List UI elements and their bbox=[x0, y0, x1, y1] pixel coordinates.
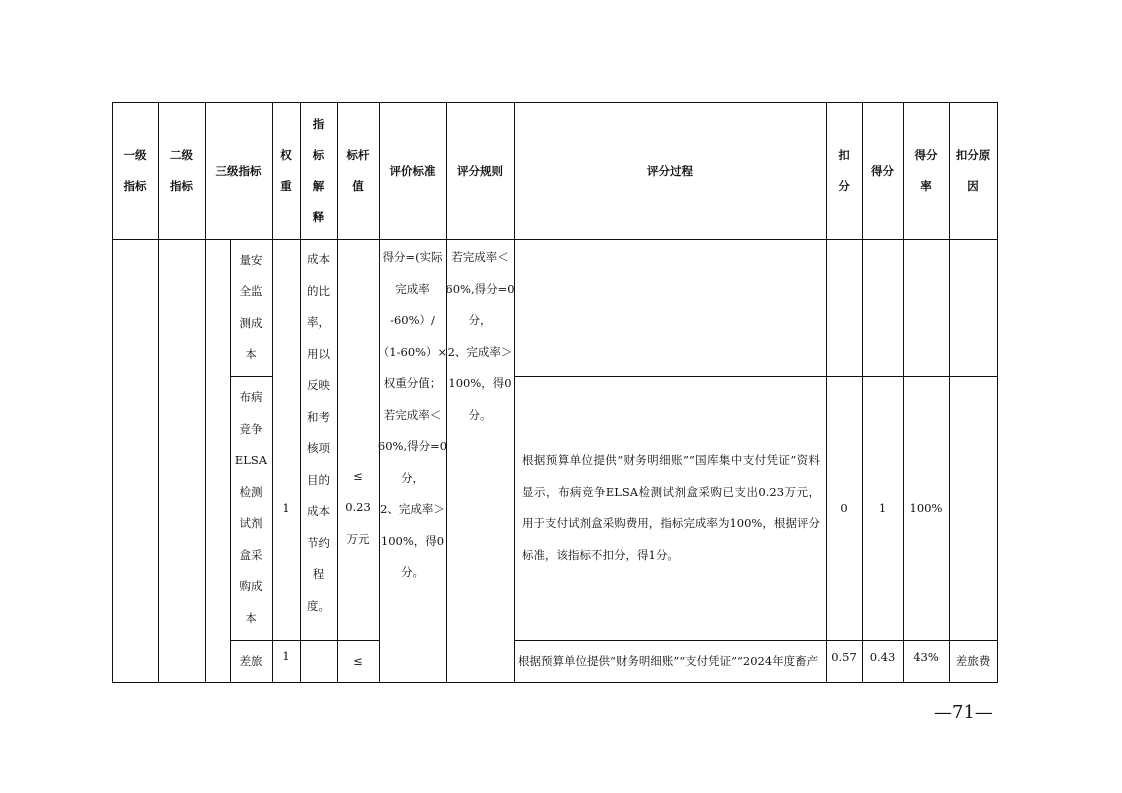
header-scoring-process: 评分过程 bbox=[647, 163, 693, 178]
header-deduction: 扣 分 bbox=[838, 147, 850, 193]
header-level1-indicator: 一级 指标 bbox=[123, 147, 147, 193]
row2-indicator: 布病 竞争 ELSA 检测 试剂 盒采 购成 本 bbox=[234, 390, 268, 625]
row2-score-rate: 100% bbox=[909, 501, 943, 515]
header-score-rate: 得分 率 bbox=[914, 147, 938, 193]
row3-indicator: 差旅 bbox=[239, 654, 263, 668]
page-number: —71— bbox=[934, 702, 993, 723]
row2-scoring-process: 根据预算单位提供“财务明细账”“国库集中支付凭证”资料显示，布病竞争ELSA检测试剂盒采购已支出0.23万元，用于支付试剂盒采购费用，指标完成率为100%，根据评分标准，该指标不扣分，得1分。 bbox=[522, 453, 820, 562]
header-scoring-rule: 评分规则 bbox=[457, 163, 503, 178]
row1-indicator: 量安 全监 测成 本 bbox=[239, 252, 263, 361]
row3-score: 0.43 bbox=[869, 650, 896, 664]
header-benchmark: 标杆 值 bbox=[346, 147, 370, 193]
header-evaluation-criteria: 评价标准 bbox=[389, 163, 436, 178]
header-deduction-reason: 扣分原 因 bbox=[955, 147, 991, 193]
row2-score: 1 bbox=[878, 501, 887, 515]
row2-benchmark: ≤ 0.23 万元 bbox=[345, 468, 371, 546]
indicator-explanation-cell: 成本 的比 率， 用以 反映 和考 核项 目的 成本 节约 程 度。 bbox=[307, 252, 330, 613]
row2-deduction: 0 bbox=[840, 501, 848, 515]
row3-deduction-reason: 差旅费 bbox=[955, 654, 991, 668]
header-indicator-explanation: 指 标 解 释 bbox=[312, 116, 325, 224]
evaluation-criteria-cell: 得分=(实际 完成率 -60%）/ （1-60%）× 权重分值； 若完成率＜ 60%,得分=0 分， 2、完成率＞ 100%，得0 分。 bbox=[377, 250, 448, 579]
row3-score-rate: 43% bbox=[913, 650, 939, 664]
header-weight: 权 重 bbox=[280, 147, 292, 193]
row3-deduction: 0.57 bbox=[831, 650, 857, 664]
table-border-right bbox=[997, 102, 998, 683]
row3-scoring-process: 根据预算单位提供“财务明细账”“支付凭证”“2024年度畜产 bbox=[518, 654, 819, 668]
header-level2-indicator: 二级 指标 bbox=[170, 147, 193, 193]
header-level3-indicator: 三级指标 bbox=[215, 163, 262, 178]
row3-benchmark: ≤ bbox=[353, 654, 363, 668]
row3-weight: 1 bbox=[282, 649, 290, 663]
header-score: 得分 bbox=[871, 163, 894, 178]
scoring-rule-cell: 若完成率＜ 60%,得分=0 分， 2、完成率＞ 100%，得0 分。 bbox=[445, 250, 515, 422]
table-border-bottom bbox=[112, 682, 998, 683]
row2-weight: 1 bbox=[282, 501, 290, 515]
